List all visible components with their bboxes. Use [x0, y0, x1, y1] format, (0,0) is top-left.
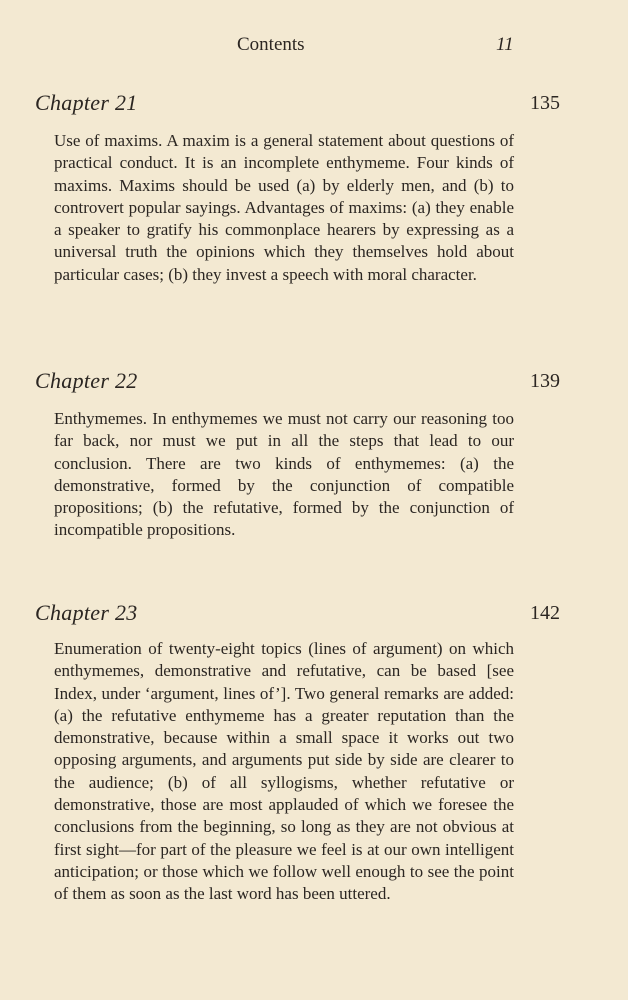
chapter-summary: Use of maxims. A maxim is a general statement about questions of practical conduct. It is an incomplete enthymeme. Four kinds of maxims. Maxims should be used (a) by elderly men, and (b) to controvert popular sayings. Advantages of maxims: (a) they enable a speaker to gratify his commonplace hearers by expressing as a universal truth the opinions which they themselves hold about particular cases; (b) they invest a speech with moral character.: [54, 131, 514, 284]
chapter-page-number: 142: [530, 602, 560, 624]
chapter-summary: Enumeration of twenty-eight topics (lines of argument) on which enthymemes, demonstrative and refutative, can be based [see Index, under ‘argument, lines of’]. Two general remarks are added: (a) the refutative enthymeme has a greater reputation than the demonstrative, because within a small space it works out two opposing arguments, and arguments put side by side are clearer to the audience; (b) of all syllogisms, whether refutative or demonstrative, those are most applauded of which we foresee the conclusions from the beginning, so long as they are not obvious at first sight—for part of the pleasure we feel is at our own intelligent anticipation; or those which we follow well enough to see the point of them as soon as the last word has been uttered.: [54, 639, 514, 904]
chapter-page-number: 139: [530, 370, 560, 392]
chapter-summary: Enthymemes. In enthymemes we must not carry our reasoning too far back, nor must we put in all the steps that lead to our conclusion. There are two kinds of enthymemes: (a) the demonstrative, formed by the conjunction of compatible propositions; (b) the refutative, formed by the conjunction of incompatible propositions.: [54, 409, 514, 540]
chapter-heading: Chapter 23: [35, 600, 138, 625]
chapter-heading: Chapter 22: [35, 368, 138, 393]
running-title: Contents: [237, 34, 305, 55]
chapter-heading: Chapter 21: [35, 90, 138, 115]
page-number: 11: [496, 34, 514, 55]
running-head: [0, 34, 628, 58]
chapter-page-number: 135: [530, 92, 560, 114]
